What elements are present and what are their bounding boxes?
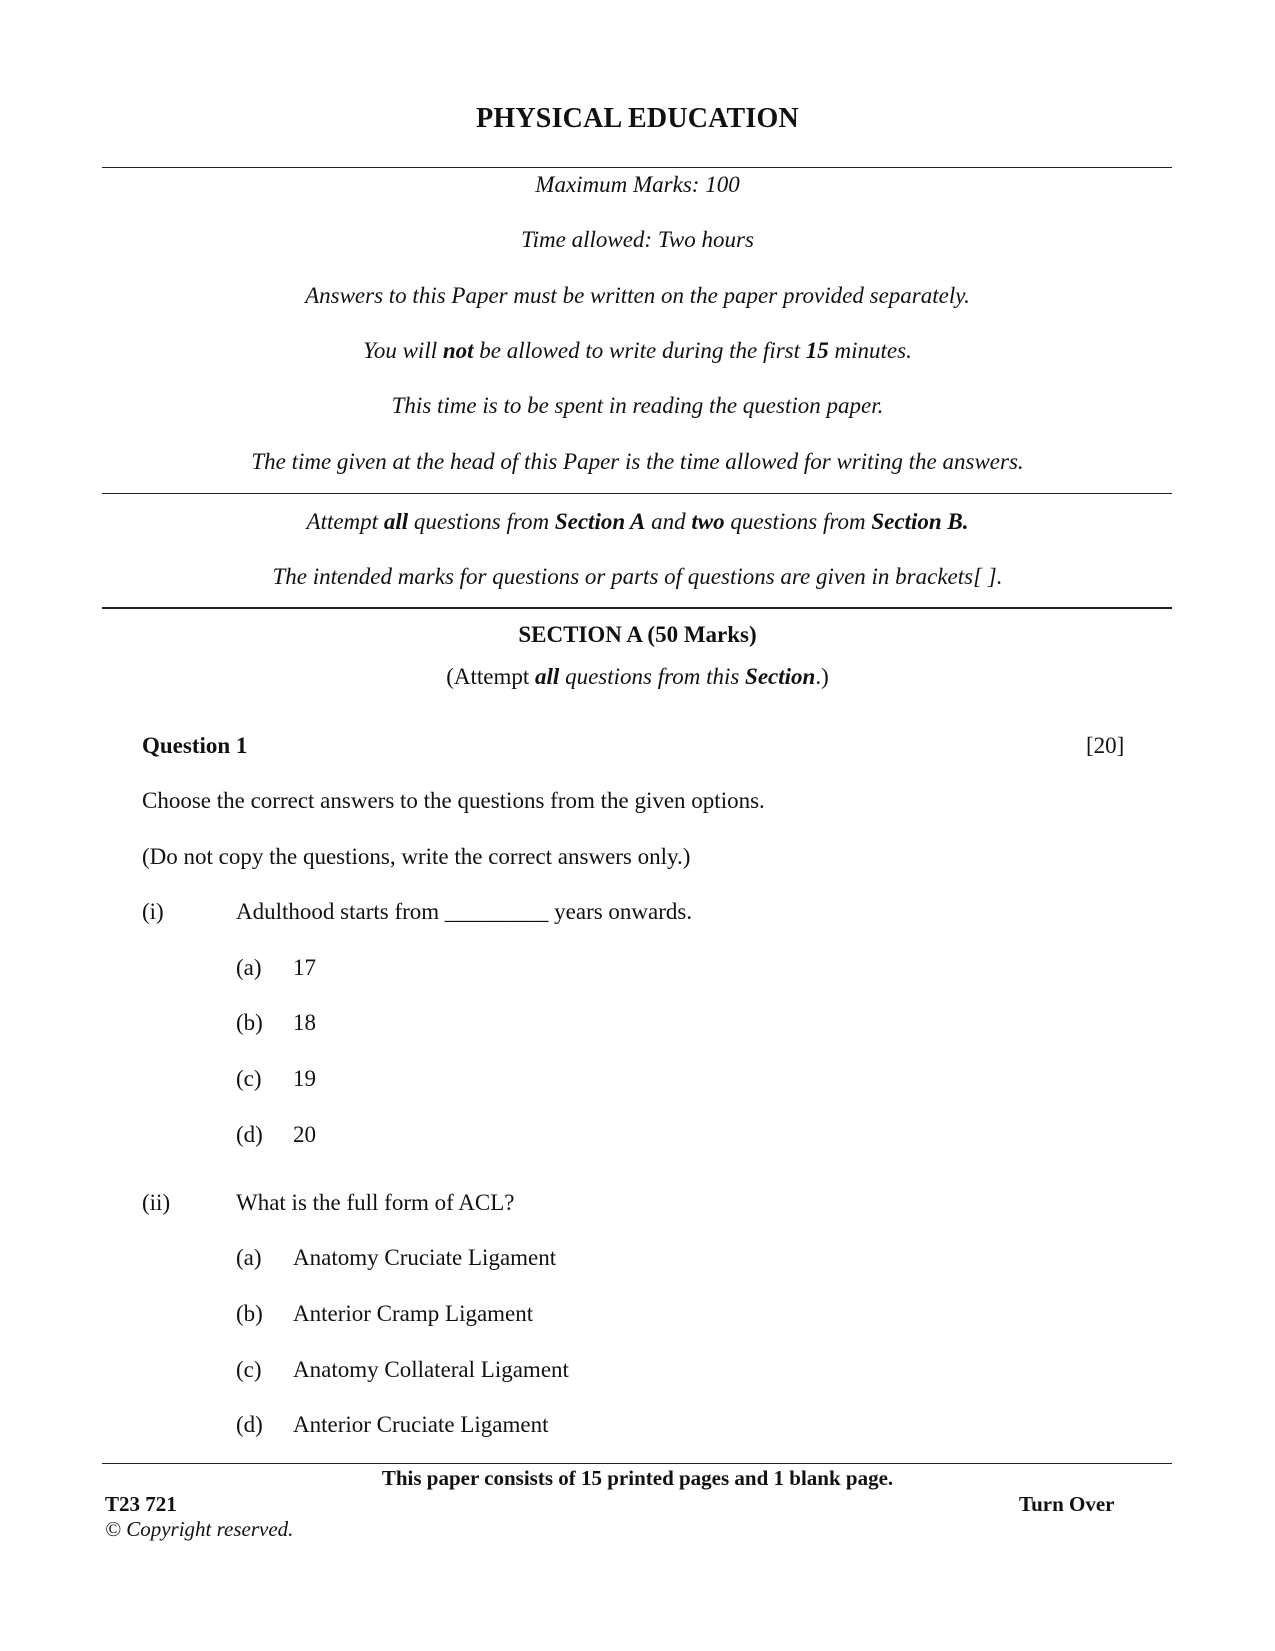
option-text: Anatomy Collateral Ligament [293,1357,569,1382]
question-1-note: (Do not copy the questions, write the correct answers only.) [142,844,691,869]
time-allowed: Time allowed: Two hours [521,227,754,252]
pages-note: This paper consists of 15 printed pages and 1 blank page. [381,1466,894,1490]
question-1-label: Question 1 [142,733,248,758]
option-text: 17 [293,955,316,980]
part-question: What is the full form of ACL? [236,1190,515,1215]
section-a-subtitle: (Attempt all questions from this Section.) [446,664,829,689]
option-label: (a) [236,955,262,980]
option-label: (a) [236,1245,262,1270]
option-text: 19 [293,1066,316,1091]
divider-section [102,607,1172,609]
time-given-instruction: The time given at the head of this Paper is the time allowed for writing the answers. [251,449,1024,474]
question-1-intro: Choose the correct answers to the questions from the given options. [142,788,765,813]
option-label: (d) [236,1122,263,1147]
divider-footer [102,1463,1172,1464]
part-number: (i) [142,899,164,924]
option-text: Anterior Cruciate Ligament [293,1412,549,1437]
option-label: (c) [236,1357,262,1382]
copyright: © Copyright reserved. [105,1517,294,1541]
answers-instruction: Answers to this Paper must be written on the paper provided separately. [305,283,970,308]
option-text: 18 [293,1010,316,1035]
divider-middle [102,493,1172,494]
option-label: (b) [236,1301,263,1326]
divider-top [102,167,1172,168]
turn-over: Turn Over [1019,1492,1115,1516]
no-write-instruction: You will not be allowed to write during the first 15 minutes. [363,338,912,363]
question-1-marks: [20] [1086,733,1125,758]
paper-title: PHYSICAL EDUCATION [476,103,799,134]
max-marks: Maximum Marks: 100 [535,172,740,197]
option-text: 20 [293,1122,316,1147]
part-number: (ii) [142,1190,171,1215]
section-a-title: SECTION A (50 Marks) [518,622,757,647]
part-question: Adulthood starts from _________ years onwards. [236,899,693,924]
option-text: Anatomy Cruciate Ligament [293,1245,557,1270]
reading-instruction: This time is to be spent in reading the question paper. [391,393,884,418]
option-text: Anterior Cramp Ligament [293,1301,534,1326]
option-label: (b) [236,1010,263,1035]
paper-code: T23 721 [105,1492,177,1516]
option-label: (c) [236,1066,262,1091]
attempt-instruction: Attempt all questions from Section A and two questions from Section B. [306,509,969,534]
option-label: (d) [236,1412,263,1437]
marks-note: The intended marks for questions or parts of questions are given in brackets[ ]. [272,564,1003,589]
